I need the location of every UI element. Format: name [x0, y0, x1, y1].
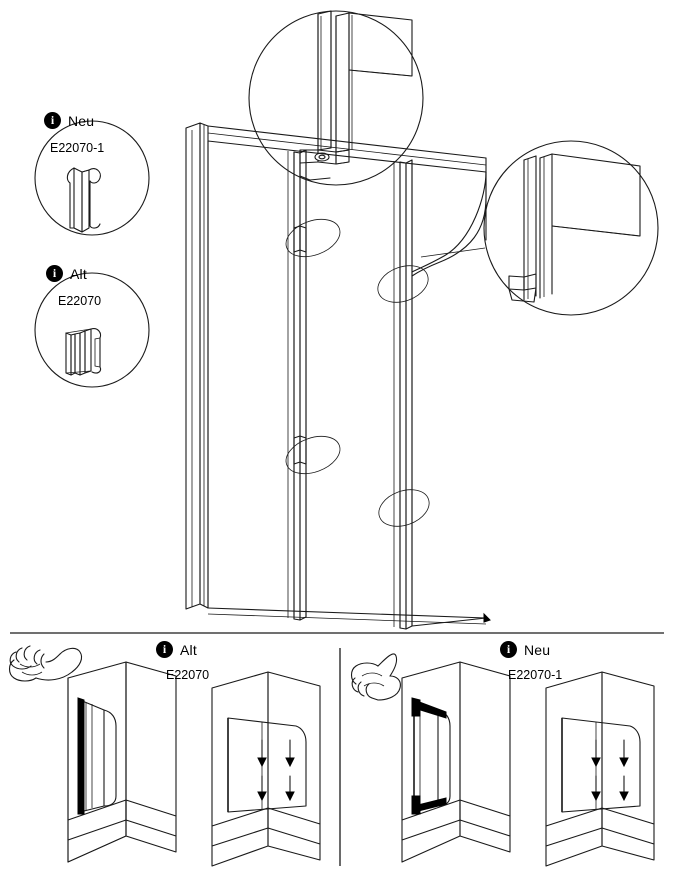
bath-screen-closed-view-neu [546, 672, 654, 866]
thumbs-up-hand-icon [352, 654, 401, 700]
bath-screen-closed-view-alt [212, 672, 320, 866]
bottom-neu-label: Neu [524, 642, 551, 658]
info-icon: i [46, 265, 63, 282]
thumbs-down-hand-icon [10, 646, 82, 681]
right-detail-bubble [421, 141, 658, 315]
bath-screen-open-view [68, 662, 176, 862]
neu-code: E22070-1 [50, 141, 105, 155]
alt-detail-circle [35, 273, 149, 387]
neu-detail-circle [35, 121, 149, 235]
info-icon: i [156, 641, 173, 658]
bath-screen-open-view-neu [402, 662, 510, 862]
folding-bath-screen-three-panel [186, 123, 490, 629]
info-icon: i [44, 112, 61, 129]
neu-label: Neu [68, 113, 95, 129]
bottom-neu-code: E22070-1 [508, 668, 563, 682]
bottom-alt-label: Alt [180, 642, 197, 658]
alt-code: E22070 [58, 294, 102, 308]
info-icon: i [500, 641, 517, 658]
alt-label: Alt [70, 266, 87, 282]
bottom-alt-code: E22070 [166, 668, 210, 682]
top-detail-bubble [249, 11, 423, 185]
